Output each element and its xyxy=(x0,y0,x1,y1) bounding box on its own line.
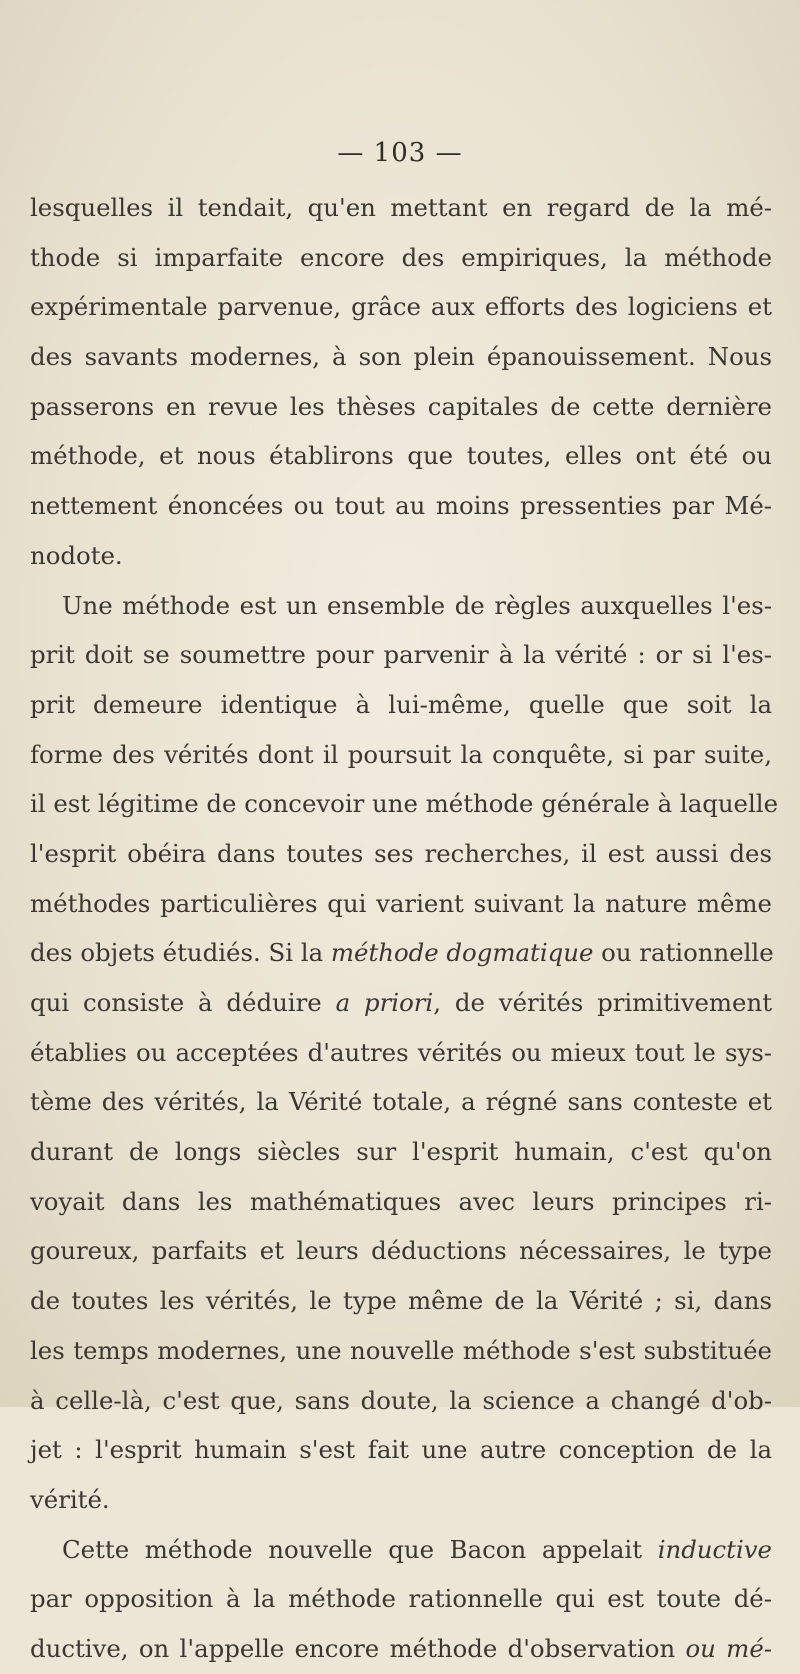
italic-segment: ou mé- xyxy=(685,1633,772,1663)
body-text xyxy=(30,183,779,1674)
text-line: lesquelles il tendait, qu'en mettant en regard de la mé- xyxy=(30,193,772,222)
text-segment: ou rationnelle xyxy=(601,938,774,968)
text-line: à celle-là, c'est que, sans doute, la science a changé d'ob- xyxy=(30,1385,772,1415)
text-line: durant de longs siècles sur l'esprit humain, c'est qu'on xyxy=(30,1137,772,1167)
text-line: Une méthode est un ensemble de règles auxquelles l'es- xyxy=(62,590,772,620)
text-line: méthodes particulières qui varient suivant la nature même xyxy=(30,888,772,918)
text-line: thode si imparfaite encore des empiriques, la méthode xyxy=(30,242,772,272)
text-line: voyait dans les mathématiques avec leurs principes ri- xyxy=(30,1186,772,1216)
text-line: des savants modernes, à son plein épanouissement. Nous xyxy=(30,342,772,372)
text-segment: ductive, on l'appelle encore méthode d'observation xyxy=(30,1633,676,1663)
text-line xyxy=(30,978,772,1028)
text-line: nettement énoncées ou tout au moins pressenties par Mé- xyxy=(30,491,772,521)
text-line: goureux, parfaits et leurs déductions nécessaires, le type xyxy=(30,1236,772,1266)
text-line: de toutes les vérités, le type même de la Vérité ; si, dans xyxy=(30,1286,772,1316)
text-segment: des objets étudiés. Si la xyxy=(30,938,324,968)
text-line: prit demeure identique à lui-même, quelle que soit la xyxy=(30,689,772,719)
text-line xyxy=(30,1525,772,1575)
text-line: établies ou acceptées d'autres vérités ou mieux tout le sys- xyxy=(30,1037,772,1067)
text-line: nodote. xyxy=(30,540,123,570)
text-line: vérité. xyxy=(30,1484,110,1514)
text-segment: , de vérités primitivement xyxy=(433,988,772,1017)
italic-segment: a priori xyxy=(335,988,434,1017)
text-line: méthode, et nous établirons que toutes, elles ont été ou xyxy=(30,441,772,471)
text-line: les temps modernes, une nouvelle méthode s'est substituée xyxy=(30,1335,772,1365)
text-line: prit doit se soumettre pour parvenir à la vérité : or si l'es- xyxy=(30,640,772,670)
text-line: jet : l'esprit humain s'est fait une autre conception de la xyxy=(30,1435,772,1465)
text-segment: qui consiste à déduire xyxy=(30,988,322,1017)
text-line: tème des vérités, la Vérité totale, a régné sans conteste et xyxy=(30,1087,772,1117)
text-line xyxy=(30,928,772,978)
page-number: — 103 — xyxy=(337,138,463,168)
text-line: l'esprit obéira dans toutes ses recherches, il est aussi des xyxy=(30,838,772,868)
text-line: forme des vérités dont il poursuit la conquête, si par suite, xyxy=(30,739,772,769)
italic-segment: inductive xyxy=(657,1534,772,1564)
text-line: il est légitime de concevoir une méthode générale à laquelle xyxy=(30,789,779,819)
text-segment: Cette méthode nouvelle que Bacon appelait xyxy=(62,1534,643,1564)
text-line: expérimentale parvenue, grâce aux efforts des logiciens et xyxy=(30,292,772,322)
italic-segment: méthode dogmatique xyxy=(330,938,594,968)
text-line: par opposition à la méthode rationnelle qui est toute dé- xyxy=(30,1584,772,1614)
text-line xyxy=(30,1624,772,1674)
text-line: passerons en revue les thèses capitales de cette dernière xyxy=(30,391,772,421)
